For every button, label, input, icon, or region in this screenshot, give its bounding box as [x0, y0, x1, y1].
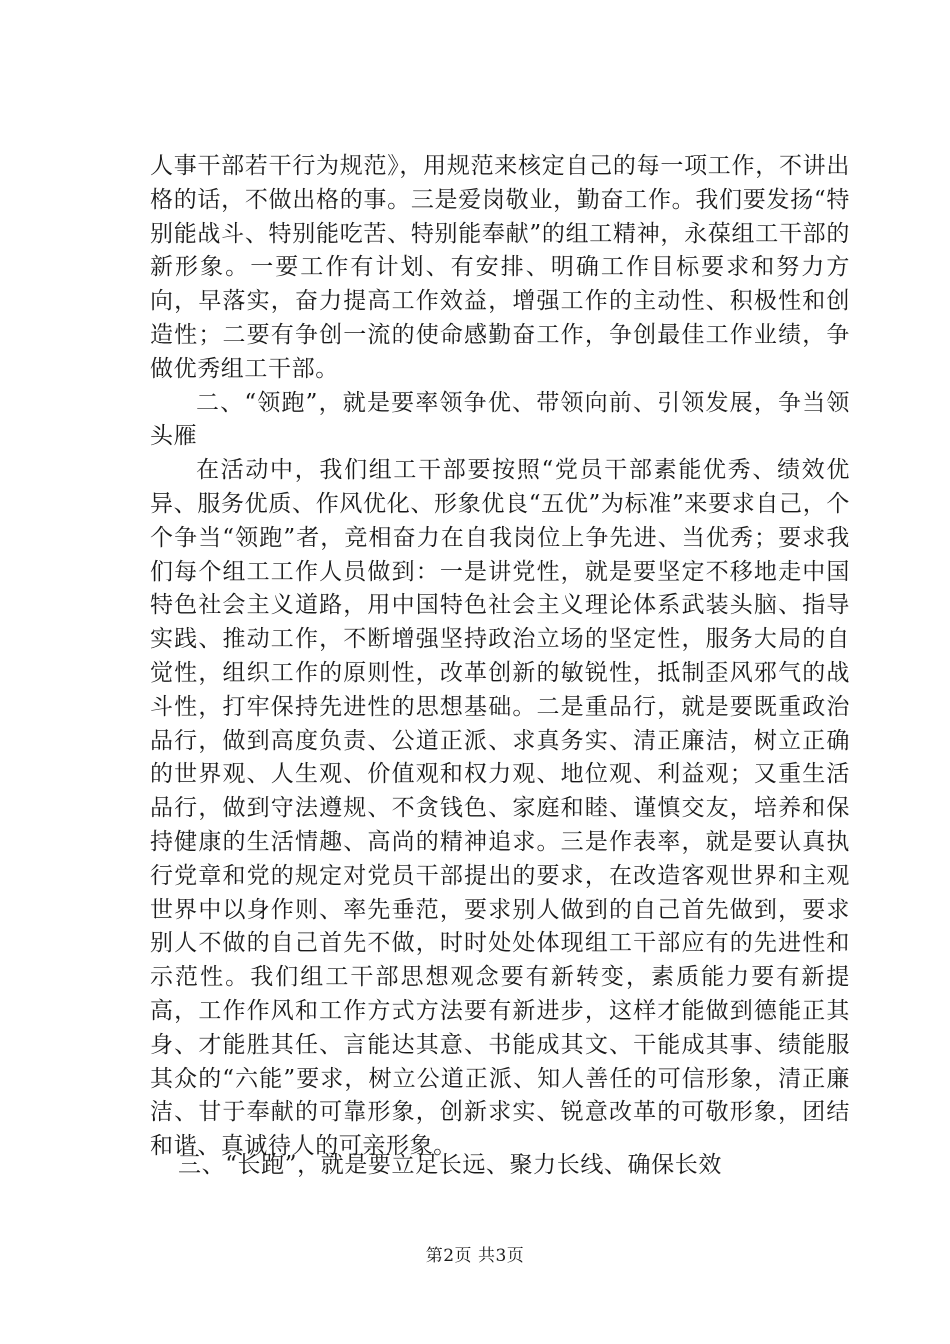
paragraph-continuation: 人事干部若干行为规范》，用规范来核定自己的每一项工作，不讲出格的话，不做出格的事。三是爱岗敬业，勤奋工作。我们要发扬“特别能战斗、特别能吃苦、特别能奉献”的组工精神，永葆组工干部的新形象。一要工作有计划、有安排、明确工作目标要求和努力方向，早落实，奋力提高工作效益，增强工作的主动性、积极性和创造性；二要有争创一流的使命感勤奋工作，争创最佳工作业绩，争做优秀组工干部。 — [150, 153, 850, 382]
paragraph-section-2: 在活动中，我们组工干部要按照“党员干部素能优秀、绩效优异、服务优质、作风优化、形象优良“五优”为标准”来要求自己，个个争当“领跑”者，竞相奋力在自我岗位上争先进、当优秀；要求我们每个组工工作人员做到：一是讲党性，就是要坚定不移地走中国特色社会主义道路，用中国特色社会主义理论体系武装头脑、指导实践、推动工作，不断增强坚持政治立场的坚定性，服务大局的自觉性，组织工作的原则性，改革创新的敏锐性，抵制歪风邪气的战斗性，打牢保持先进性的思想基础。二是重品行，就是要既重政治品行，做到高度负责、公道正派、求真务实、清正廉洁，树立正确的世界观、人生观、价值观和权力观、地位观、利益观；又重生活品行，做到守法遵规、不贪钱色、家庭和睦、谨慎交友，培养和保持健康的生活情趣、高尚的精神追求。三是作表率，就是要认真执行党章和党的规定对党员干部提出的要求，在改造客观世界和主观世界中以身作则、率先垂范，要求别人做到的自己首先做到，要求别人不做的自己首先不做，时时处处体现组工干部应有的先进性和示范性。我们组工干部思想观念要有新转变，素质能力要有新提高，工作作风和工作方式方法要有新进步，这样才能做到德能正其身、才能胜其任、言能达其意、书能成其文、干能成其事、绩能服其众的“六能”要求，树立公道正派、知人善任的可信形象，清正廉洁、甘于奉献的可靠形象，创新求实、锐意改革的可敬形象，团结和谐、真诚待人的可亲形象。 — [150, 457, 850, 1160]
section-heading-2: 二、“领跑”，就是要率领争优、带领向前、引领发展，争当领头雁 — [150, 389, 850, 450]
section-heading-3: 三、“长跑”，就是要立足长远、聚力长线、确保长效 — [178, 1152, 722, 1178]
document-body — [150, 150, 850, 1164]
page-footer: 第2页 共3页 — [425, 1246, 525, 1266]
